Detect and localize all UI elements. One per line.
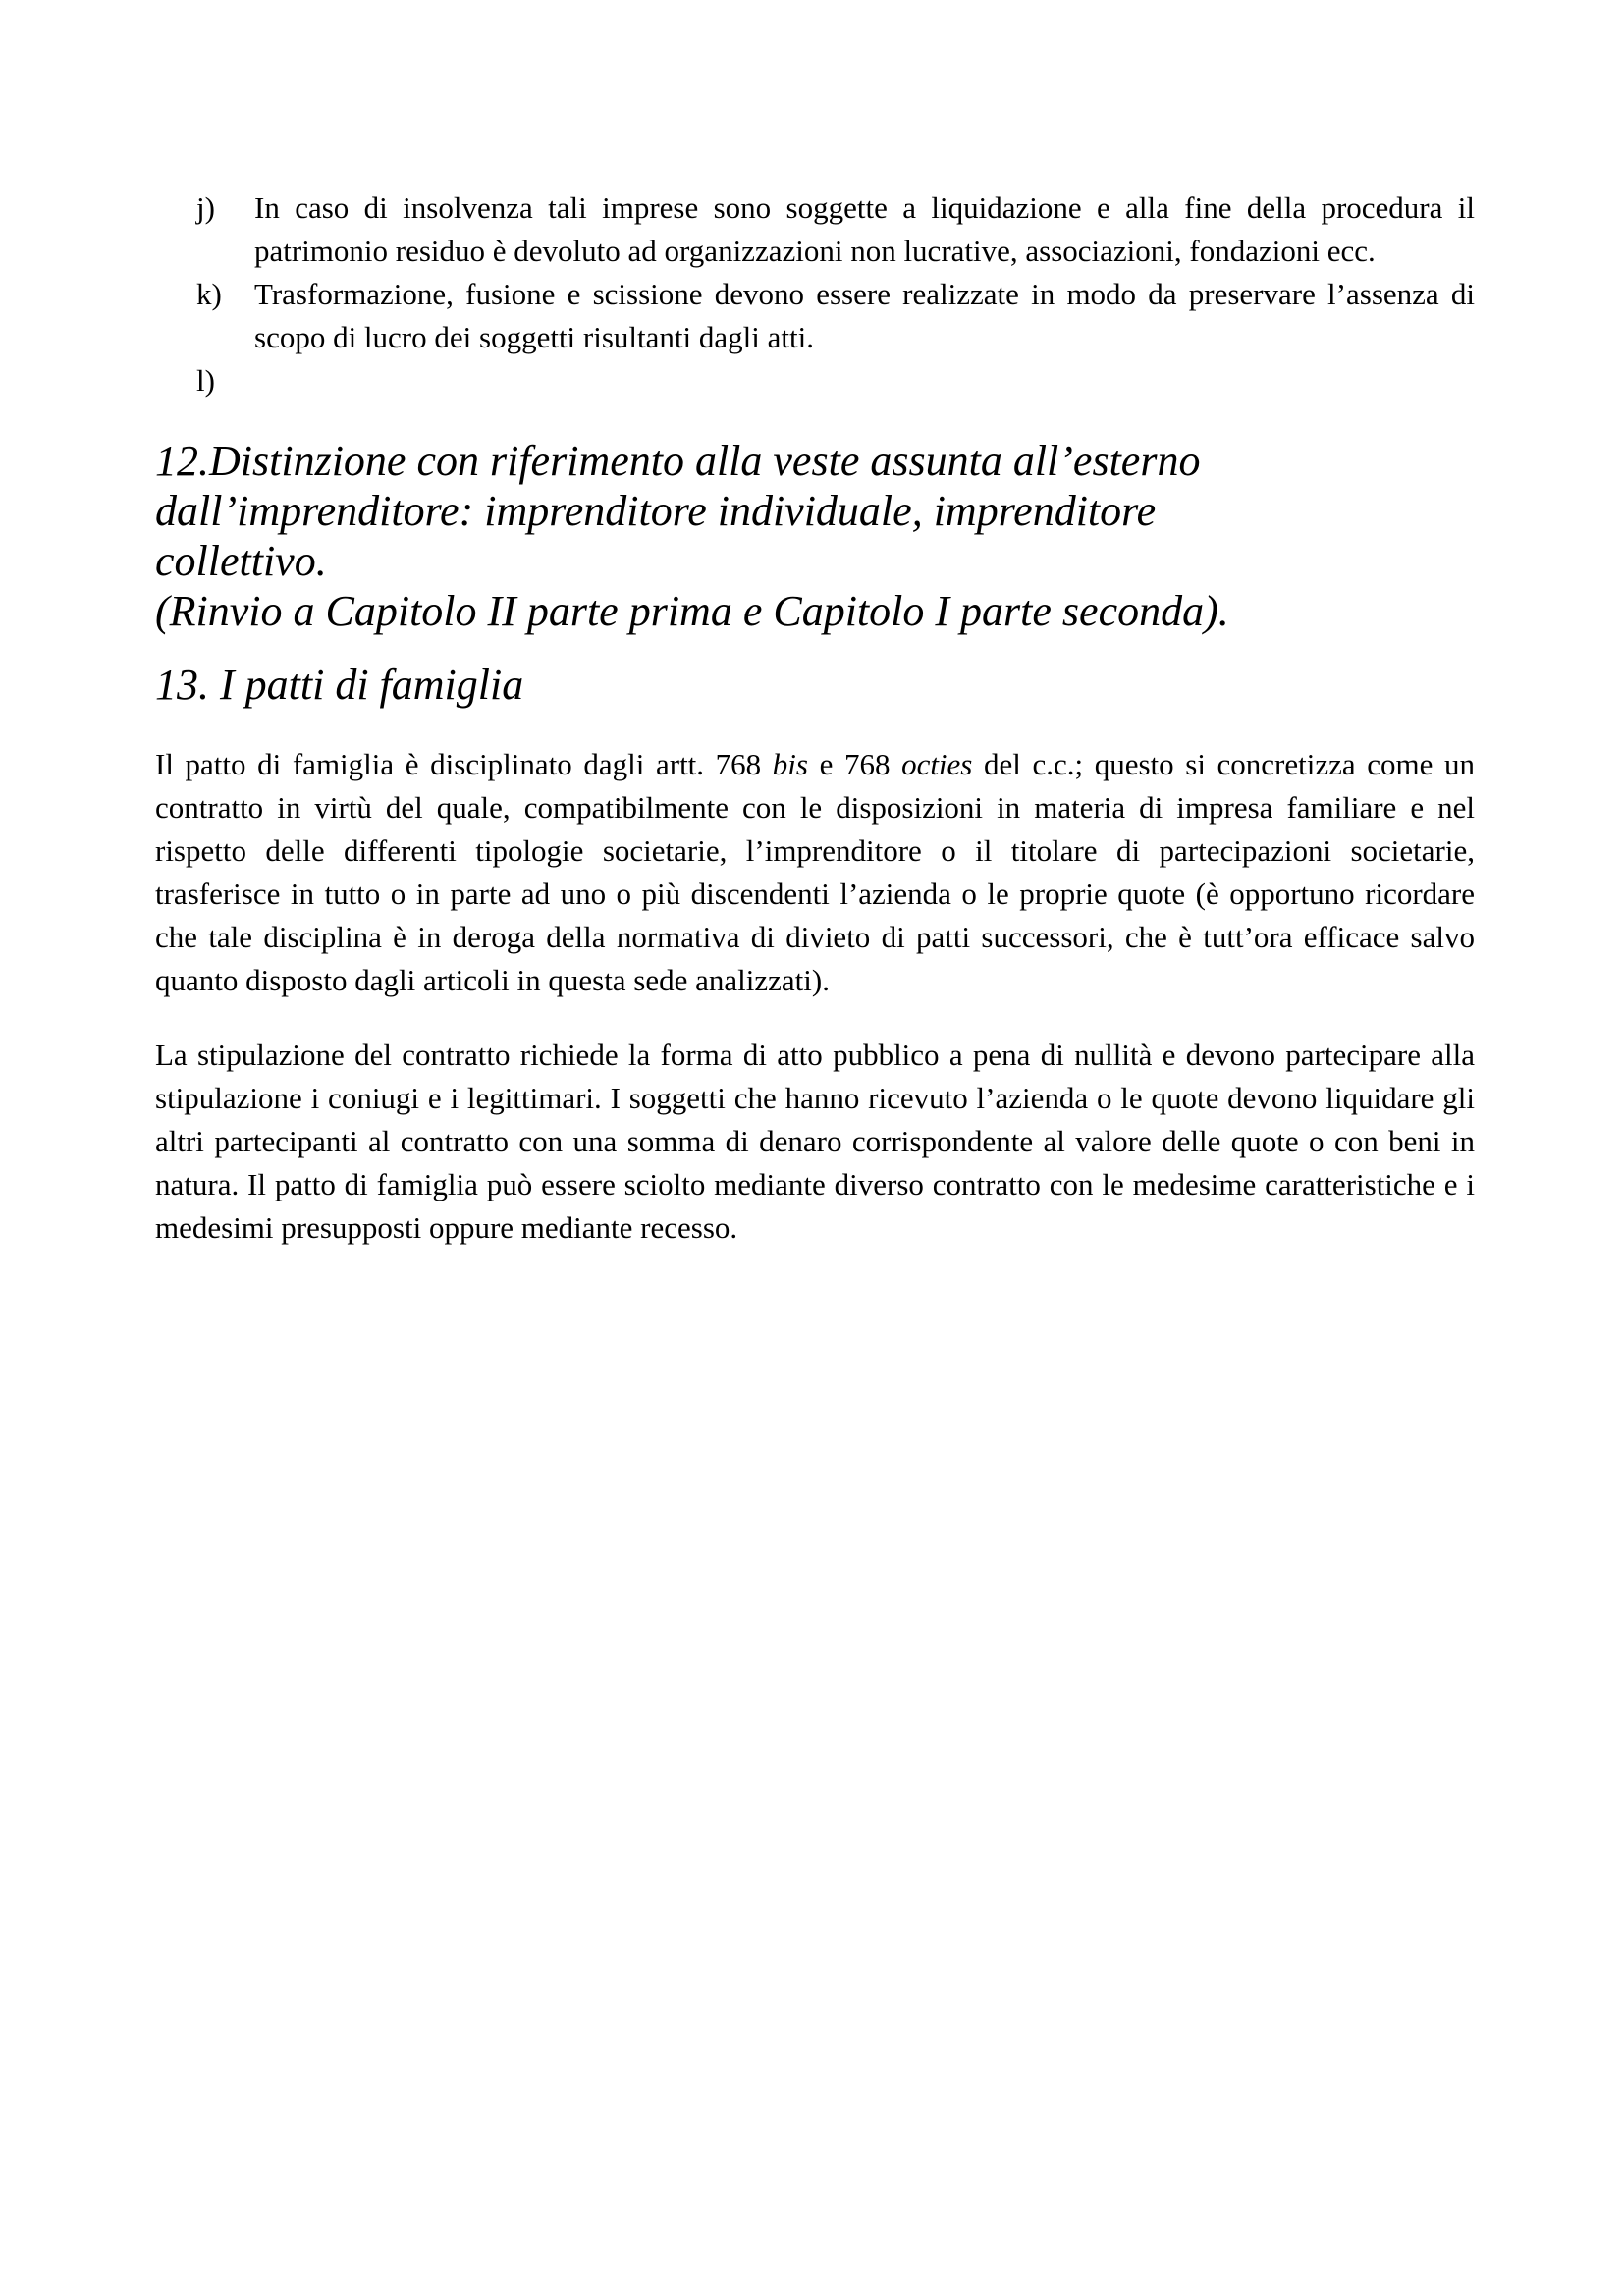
list-marker: j) bbox=[196, 190, 215, 225]
list-item bbox=[196, 273, 1475, 359]
list-item bbox=[196, 359, 1475, 402]
paragraph-italic-term: octies bbox=[901, 747, 973, 781]
list-item-text bbox=[254, 363, 262, 398]
list-item-text: Trasformazione, fusione e scissione devono essere realizzate in modo da preservare l’assenza di scopo di lucro dei soggetti risultanti dagli atti. bbox=[254, 277, 1475, 354]
list-marker: l) bbox=[196, 363, 215, 398]
section-13-heading: 13. I patti di famiglia bbox=[155, 661, 524, 709]
paragraph-patto-di-famiglia bbox=[155, 743, 1475, 1002]
section-12-heading-line: (Rinvio a Capitolo II parte prima e Capitolo I parte seconda). bbox=[155, 587, 1229, 635]
list-item-text: In caso di insolvenza tali imprese sono soggette a liquidazione e alla fine della procedura il patrimonio residuo è devoluto ad organizzazioni non lucrative, associazioni, fondazioni ecc. bbox=[254, 190, 1475, 268]
section-12-heading-line: dall’imprenditore: imprenditore individuale, imprenditore collettivo. bbox=[155, 487, 1157, 585]
paragraph-text: e 768 bbox=[807, 747, 902, 781]
section-12-heading-line: 12.Distinzione con riferimento alla veste assunta all’esterno bbox=[155, 437, 1201, 485]
paragraph-text: Il patto di famiglia è disciplinato dagli artt. 768 bbox=[155, 747, 773, 781]
list-item bbox=[196, 187, 1475, 273]
paragraph-text: del c.c.; questo si concretizza come un contratto in virtù del quale, compatibilmente con le disposizioni in materia di impresa familiare e nel rispetto delle differenti tipologie societarie, l’imprenditore o il titolare di partecipazioni societarie, trasferisce in tutto o in parte ad uno o più discendenti l’azienda o le proprie quote (è opportuno ricordare che tale disciplina è in deroga della normativa di divieto di patti successori, che è tutt’ora efficace salvo quanto disposto dagli articoli in questa sede analizzati). bbox=[155, 747, 1475, 997]
lettered-list bbox=[196, 187, 1475, 402]
list-marker: k) bbox=[196, 277, 222, 311]
paragraph-italic-term: bis bbox=[772, 747, 808, 781]
paragraph-stipulazione: La stipulazione del contratto richiede la forma di atto pubblico a pena di nullità e devono partecipare alla stipulazione i coniugi e i legittimari. I soggetti che hanno ricevuto l’azienda o le quote devono liquidare gli altri partecipanti al contratto con una somma di denaro corrispondente al valore delle quote o con beni in natura. Il patto di famiglia può essere sciolto mediante diverso contratto con le medesime caratteristiche e i medesimi presupposti oppure mediante recesso. bbox=[155, 1038, 1475, 1245]
section-12-heading bbox=[155, 436, 1284, 636]
